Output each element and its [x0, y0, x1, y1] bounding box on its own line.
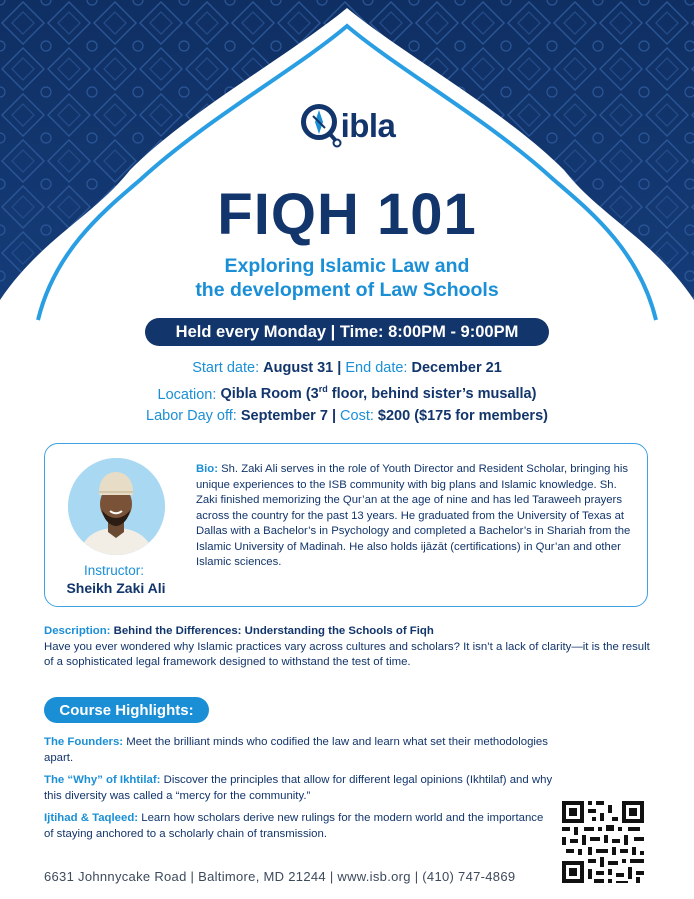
- highlight-text: Meet the brilliant minds who codified the law and learn what set their methodologies apart.: [44, 736, 548, 764]
- location-line: [0, 380, 694, 406]
- instructor-name: Sheikh Zaki Ali: [66, 580, 166, 596]
- separator: |: [337, 360, 342, 376]
- location-value: Qibla Room (3rd floor, behind sister’s musalla): [220, 384, 537, 403]
- start-date-value: August 31: [263, 360, 334, 376]
- instructor-bio: [196, 462, 636, 571]
- separator: |: [331, 407, 336, 424]
- schedule-banner: Held every Monday | Time: 8:00PM - 9:00PM: [145, 318, 549, 346]
- highlight-text: Discover the principles that allow for different legal opinions (Ikhtilaf) and why this diversity was called a “mercy for the community.”: [44, 774, 553, 802]
- description-heading: Behind the Differences: Understanding the Schools of Fiqh: [110, 625, 434, 637]
- highlight-item: [44, 735, 554, 766]
- bio-label: Bio:: [196, 463, 218, 475]
- end-date-label: End date:: [345, 360, 408, 376]
- location-label: Location:: [157, 386, 217, 403]
- course-highlights-badge: Course Highlights:: [44, 697, 209, 723]
- instructor-label: Instructor:: [83, 563, 145, 578]
- compass-q-icon: [299, 100, 343, 152]
- bio-text: Sh. Zaki Ali serves in the role of Youth Director and Resident Scholar, bringing his unique experiences to the ISB community with big plans and Islamic knowledge. Sh. Zaki finished memorizing the Qur’an at the age of nine and has led Taraweeh prayers across the country for the past 13 years. He graduated from the University of Texas at Dallas with a Bachelor’s in Psychology and completed a Bachelor’s in Shariah from the Islamic University of Madinah. He also holds ijāzāt (certifications) in Qur’an and other Islamic sciences.: [196, 463, 631, 568]
- laborday-cost-line: [0, 406, 694, 428]
- start-date-label: Start date:: [192, 360, 260, 376]
- course-info: [0, 358, 694, 427]
- qr-code-icon[interactable]: [558, 797, 648, 887]
- highlight-item: [44, 811, 554, 842]
- instructor-avatar: [68, 458, 165, 555]
- dates-line: [0, 358, 694, 380]
- highlight-text: Learn how scholars derive new rulings for the modern world and the importance of staying anchored to a scholarly chain of transmission.: [44, 812, 544, 840]
- highlight-label: Ijtihad & Taqleed:: [44, 812, 139, 824]
- highlight-item: [44, 773, 554, 804]
- cost-value: $200 ($175 for members): [377, 407, 548, 424]
- course-description: [44, 624, 654, 671]
- qibla-logo: [0, 98, 694, 154]
- footer-contact: 6631 Johnnycake Road | Baltimore, MD 21244 | www.isb.org | (410) 747-4869: [44, 869, 516, 884]
- course-subtitle: [0, 254, 694, 302]
- logo-text: ibla: [340, 107, 396, 144]
- cost-label: Cost:: [340, 407, 374, 424]
- laborday-value: September 7: [240, 407, 328, 424]
- description-label: Description:: [44, 625, 111, 637]
- highlight-label: The Founders:: [44, 736, 124, 748]
- highlight-label: The “Why” of Ikhtilaf:: [44, 774, 161, 786]
- subtitle-line-2: the development of Law Schools: [195, 279, 499, 301]
- person-photo-icon: [68, 458, 165, 555]
- subtitle-line-1: Exploring Islamic Law and: [224, 255, 470, 277]
- laborday-label: Labor Day off:: [146, 407, 237, 424]
- description-text: Have you ever wondered why Islamic practices vary across cultures and scholars? It isn’t a lack of clarity—it is the result of a sophisticated legal framework designed to withstand the test of time.: [44, 640, 650, 668]
- course-title: FIQH 101: [217, 182, 477, 247]
- end-date-value: December 21: [411, 360, 502, 376]
